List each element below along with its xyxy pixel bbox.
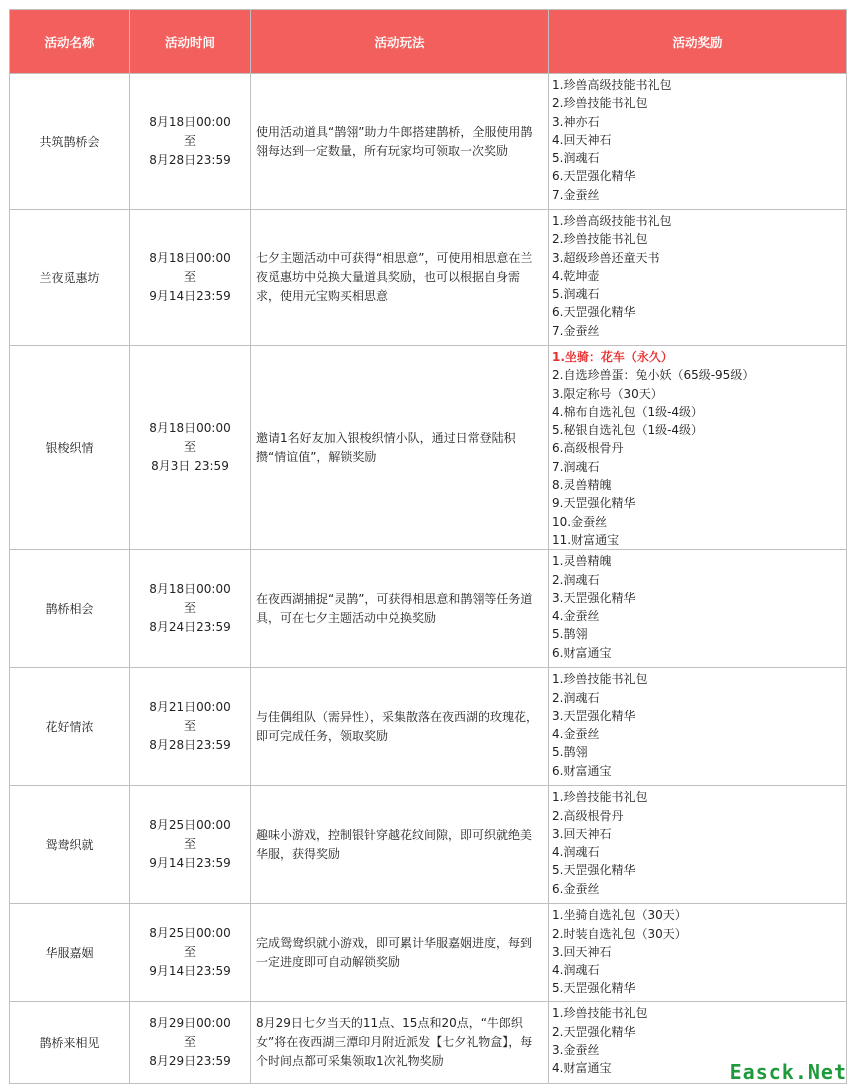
reward-item: 9.天罡强化精华: [552, 496, 636, 511]
event-time-line: 至: [183, 719, 196, 734]
reward-item: 3.天罡强化精华: [552, 708, 636, 723]
event-gameplay: 七夕主题活动中可获得“相思意”，可使用相思意在兰夜觅惠坊中兑换大量道具奖励，也可以根据自身需求，使用元宝购买相思意: [251, 210, 549, 346]
table-row: [10, 74, 847, 210]
header-row: [10, 10, 847, 74]
event-time-line: 8月18日00:00: [149, 251, 231, 265]
table-row: [10, 210, 847, 346]
event-time: [130, 210, 251, 346]
event-rewards: [549, 210, 847, 346]
reward-item: 2.珍兽技能书礼包: [552, 96, 648, 111]
reward-item: 1.珍兽高级技能书礼包: [552, 214, 672, 228]
reward-item: 1.坐骑自选礼包（30天）: [552, 908, 687, 923]
event-time-line: 至: [183, 134, 196, 148]
header-play: 活动玩法: [251, 10, 549, 74]
event-rewards: [549, 786, 847, 904]
reward-item: 2.自选珍兽蛋：兔小妖（65级-95级）: [552, 368, 755, 383]
event-time: [130, 346, 251, 550]
reward-item: 3.天罡强化精华: [552, 590, 636, 605]
reward-item: 5.鹊翎: [552, 627, 588, 642]
event-time: [130, 550, 251, 668]
event-time-line: 9月14日23:59: [149, 289, 231, 303]
table-row: [10, 786, 847, 904]
table-row: [10, 904, 847, 1002]
reward-item: 3.金蚕丝: [552, 1042, 600, 1057]
reward-item: 5.秘银自选礼包（1级-4级）: [552, 423, 704, 438]
event-gameplay: 8月29日七夕当天的11点、15点和20点，“牛郎织女”将在夜西湖三潭印月附近派发【七夕礼物盒】，每个时间点都可采集领取1次礼物奖励: [251, 1002, 549, 1084]
reward-item: 5.天罡强化精华: [552, 981, 636, 996]
event-time: [130, 1002, 251, 1084]
event-time-line: 8月3日 23:59: [151, 459, 229, 474]
table-row: [10, 1002, 847, 1084]
event-time-line: 8月25日00:00: [149, 926, 231, 941]
watermark-logo: Easck.Net: [729, 1060, 847, 1084]
event-name: 鹊桥来相见: [10, 1002, 130, 1084]
event-time: [130, 668, 251, 786]
event-time-line: 9月14日23:59: [149, 856, 231, 871]
reward-item: 5.润魂石: [552, 151, 600, 166]
reward-item: 5.天罡强化精华: [552, 863, 636, 878]
event-time: [130, 74, 251, 210]
reward-item: 1.灵兽精魄: [552, 554, 612, 569]
event-time-line: 至: [183, 601, 196, 616]
event-time-line: 8月24日23:59: [149, 620, 231, 635]
event-gameplay: 在夜西湖捕捉“灵鹊”，可获得相思意和鹊翎等任务道具，可在七夕主题活动中兑换奖励: [251, 550, 549, 668]
event-rewards: [549, 346, 847, 550]
reward-item: 3.回天神石: [552, 826, 612, 841]
reward-item: 7.润魂石: [552, 459, 600, 474]
reward-item: 2.润魂石: [552, 572, 600, 587]
reward-item: 7.金蚕丝: [552, 323, 600, 338]
reward-item: 4.乾坤壶: [552, 268, 600, 283]
reward-item: 4.润魂石: [552, 845, 600, 860]
reward-item: 6.高级根骨丹: [552, 441, 624, 456]
events-table: [9, 9, 847, 1084]
reward-item: 6.天罡强化精华: [552, 305, 636, 320]
reward-item: 5.润魂石: [552, 287, 600, 302]
event-time-line: 8月18日00:00: [149, 582, 231, 597]
event-name: 花好情浓: [10, 668, 130, 786]
event-time-line: 8月28日23:59: [149, 153, 231, 167]
event-time-line: 8月29日23:59: [149, 1054, 231, 1069]
reward-item: 3.超级珍兽还童天书: [552, 250, 660, 265]
event-gameplay: 趣味小游戏，控制银针穿越花纹间隙，即可织就绝美华服，获得奖励: [251, 786, 549, 904]
table-row: [10, 346, 847, 550]
event-name: 鹊桥相会: [10, 550, 130, 668]
reward-item: 6.财富通宝: [552, 645, 612, 660]
event-name: 华服嘉姻: [10, 904, 130, 1002]
reward-item: 4.金蚕丝: [552, 727, 600, 742]
event-name: 兰夜觅惠坊: [10, 210, 130, 346]
reward-item: 10.金蚕丝: [552, 514, 608, 529]
event-time-line: 8月28日23:59: [149, 738, 231, 753]
header-reward: 活动奖励: [549, 10, 847, 74]
event-time-line: 8月29日00:00: [149, 1016, 231, 1031]
reward-item: 2.珍兽技能书礼包: [552, 232, 648, 247]
event-gameplay: 使用活动道具“鹊翎”助力牛郎搭建鹊桥，全服使用鹊翎每达到一定数量，所有玩家均可领取一次奖励: [251, 74, 549, 210]
reward-item: 4.财富通宝: [552, 1061, 612, 1076]
reward-item: 3.回天神石: [552, 944, 612, 959]
reward-item: 11.财富通宝: [552, 532, 620, 547]
reward-item: 6.财富通宝: [552, 763, 612, 778]
reward-item: 3.神亦石: [552, 114, 600, 129]
event-rewards: [549, 668, 847, 786]
reward-item: 6.天罡强化精华: [552, 169, 636, 184]
header-name: 活动名称: [10, 10, 130, 74]
reward-item: 7.金蚕丝: [552, 187, 600, 202]
event-gameplay: 完成鸳鸯织就小游戏，即可累计华服嘉姻进度，每到一定进度即可自动解锁奖励: [251, 904, 549, 1002]
event-time: [130, 786, 251, 904]
reward-item: 4.回天神石: [552, 132, 612, 147]
reward-item: 8.灵兽精魄: [552, 478, 612, 493]
event-rewards: [549, 74, 847, 210]
reward-item: 2.天罡强化精华: [552, 1024, 636, 1039]
reward-item: 6.金蚕丝: [552, 881, 600, 896]
reward-item: 5.鹊翎: [552, 745, 588, 760]
reward-item: 1.珍兽高级技能书礼包: [552, 78, 672, 92]
event-time-line: 至: [183, 1035, 196, 1050]
table-row: [10, 668, 847, 786]
event-rewards: [549, 904, 847, 1002]
reward-item: 1.珍兽技能书礼包: [552, 1006, 648, 1021]
reward-item: 1.坐骑：花车（永久）: [552, 350, 673, 364]
reward-item: 1.珍兽技能书礼包: [552, 790, 648, 805]
reward-item: 4.金蚕丝: [552, 609, 600, 624]
event-time-line: 9月14日23:59: [149, 964, 231, 979]
event-name: 共筑鹊桥会: [10, 74, 130, 210]
reward-item: 2.时装自选礼包（30天）: [552, 926, 687, 941]
event-time-line: 8月25日00:00: [149, 818, 231, 833]
header-time: 活动时间: [130, 10, 251, 74]
event-gameplay: 与佳偶组队（需异性），采集散落在夜西湖的玫瑰花，即可完成任务，领取奖励: [251, 668, 549, 786]
event-time-line: 至: [183, 837, 196, 852]
reward-item: 2.润魂石: [552, 690, 600, 705]
event-gameplay: 邀请1名好友加入银梭织情小队，通过日常登陆积攒“情谊值”，解锁奖励: [251, 346, 549, 550]
event-time-line: 8月18日00:00: [149, 421, 231, 436]
reward-item: 3.限定称号（30天）: [552, 386, 663, 401]
event-time-line: 至: [183, 270, 196, 284]
event-time-line: 至: [183, 440, 196, 455]
event-time: [130, 904, 251, 1002]
reward-item: 2.高级根骨丹: [552, 808, 624, 823]
event-time-line: 至: [183, 945, 196, 960]
event-time-line: 8月18日00:00: [149, 115, 231, 129]
table-row: [10, 550, 847, 668]
reward-item: 1.珍兽技能书礼包: [552, 672, 648, 687]
event-name: 鸳鸯织就: [10, 786, 130, 904]
reward-item: 4.棉布自选礼包（1级-4级）: [552, 404, 704, 419]
reward-item: 4.润魂石: [552, 963, 600, 978]
event-rewards: [549, 550, 847, 668]
event-time-line: 8月21日00:00: [149, 700, 231, 715]
event-name: 银梭织情: [10, 346, 130, 550]
